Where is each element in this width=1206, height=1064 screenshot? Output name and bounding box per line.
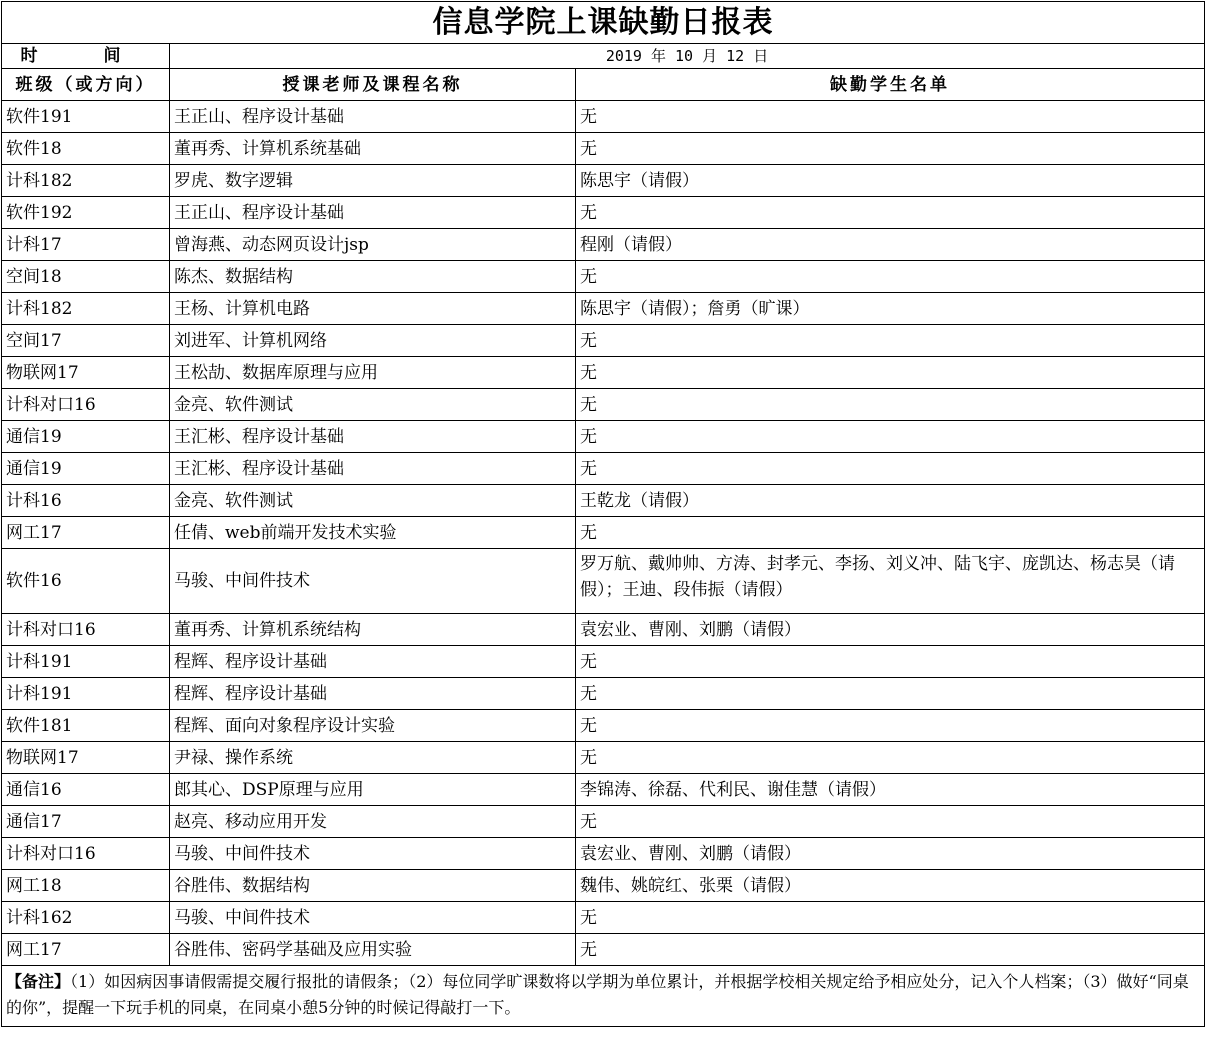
class-cell[interactable]: 空间18 xyxy=(2,261,170,293)
table-row xyxy=(2,485,1205,517)
teacher-course-cell[interactable]: 谷胜伟、密码学基础及应用实验 xyxy=(170,934,576,966)
table-row xyxy=(2,549,1205,614)
teacher-course-cell[interactable]: 王杨、计算机电路 xyxy=(170,293,576,325)
class-cell[interactable]: 物联网17 xyxy=(2,357,170,389)
absent-students-cell[interactable]: 陈思宇（请假） xyxy=(576,165,1205,197)
class-cell[interactable]: 计科182 xyxy=(2,293,170,325)
absent-students-cell[interactable]: 无 xyxy=(576,934,1205,966)
class-cell[interactable]: 计科对口16 xyxy=(2,389,170,421)
note-cell[interactable] xyxy=(2,966,1205,1027)
teacher-course-cell[interactable]: 谷胜伟、数据结构 xyxy=(170,870,576,902)
class-cell[interactable]: 通信19 xyxy=(2,453,170,485)
table-row xyxy=(2,774,1205,806)
table-row xyxy=(2,101,1205,133)
teacher-course-cell[interactable]: 程辉、程序设计基础 xyxy=(170,646,576,678)
class-cell[interactable]: 网工18 xyxy=(2,870,170,902)
table-row xyxy=(2,165,1205,197)
table-row xyxy=(2,453,1205,485)
teacher-course-cell[interactable]: 王正山、程序设计基础 xyxy=(170,101,576,133)
report-date[interactable]: 2019 年 10 月 12 日 xyxy=(170,44,1205,69)
teacher-course-cell[interactable]: 程辉、面向对象程序设计实验 xyxy=(170,710,576,742)
table-row xyxy=(2,517,1205,549)
absent-students-cell[interactable]: 无 xyxy=(576,197,1205,229)
header-teacher-course[interactable]: 授课老师及课程名称 xyxy=(170,69,576,101)
class-cell[interactable]: 软件18 xyxy=(2,133,170,165)
header-absent-students[interactable]: 缺勤学生名单 xyxy=(576,69,1205,101)
teacher-course-cell[interactable]: 刘进军、计算机网络 xyxy=(170,325,576,357)
absent-students-cell[interactable]: 无 xyxy=(576,261,1205,293)
table-row xyxy=(2,710,1205,742)
absent-students-cell[interactable]: 无 xyxy=(576,357,1205,389)
class-cell[interactable]: 计科17 xyxy=(2,229,170,261)
table-row xyxy=(2,678,1205,710)
table-row xyxy=(2,902,1205,934)
table-row xyxy=(2,133,1205,165)
table-row xyxy=(2,806,1205,838)
table-row xyxy=(2,357,1205,389)
note-label: 【备注】 xyxy=(6,972,71,991)
class-cell[interactable]: 网工17 xyxy=(2,934,170,966)
class-cell[interactable]: 计科对口16 xyxy=(2,838,170,870)
teacher-course-cell[interactable]: 罗虎、数字逻辑 xyxy=(170,165,576,197)
class-cell[interactable]: 空间17 xyxy=(2,325,170,357)
class-cell[interactable]: 计科对口16 xyxy=(2,614,170,646)
class-cell[interactable]: 软件192 xyxy=(2,197,170,229)
teacher-course-cell[interactable]: 任倩、web前端开发技术实验 xyxy=(170,517,576,549)
teacher-course-cell[interactable]: 王汇彬、程序设计基础 xyxy=(170,421,576,453)
absent-students-cell[interactable]: 无 xyxy=(576,133,1205,165)
teacher-course-cell[interactable]: 曾海燕、动态网页设计jsp xyxy=(170,229,576,261)
table-row xyxy=(2,293,1205,325)
absent-students-cell[interactable]: 罗万航、戴帅帅、方涛、封孝元、李扬、刘义冲、陆飞宇、庞凯达、杨志昊（请假）；王迪、段伟振（请假） xyxy=(576,549,1205,614)
teacher-course-cell[interactable]: 郎其心、DSP原理与应用 xyxy=(170,774,576,806)
teacher-course-cell[interactable]: 马骏、中间件技术 xyxy=(170,902,576,934)
absent-students-cell[interactable]: 李锦涛、徐磊、代利民、谢佳慧（请假） xyxy=(576,774,1205,806)
note-row xyxy=(2,966,1205,1027)
class-cell[interactable]: 网工17 xyxy=(2,517,170,549)
class-cell[interactable]: 物联网17 xyxy=(2,742,170,774)
teacher-course-cell[interactable]: 王正山、程序设计基础 xyxy=(170,197,576,229)
class-cell[interactable]: 计科16 xyxy=(2,485,170,517)
class-cell[interactable]: 通信17 xyxy=(2,806,170,838)
absent-students-cell[interactable]: 无 xyxy=(576,389,1205,421)
table-row xyxy=(2,742,1205,774)
attendance-report-table xyxy=(1,1,1205,1027)
table-row xyxy=(2,838,1205,870)
absent-students-cell[interactable]: 无 xyxy=(576,742,1205,774)
absent-students-cell[interactable]: 袁宏业、曹刚、刘鹏（请假） xyxy=(576,838,1205,870)
report-title[interactable]: 信息学院上课缺勤日报表 xyxy=(2,2,1205,44)
teacher-course-cell[interactable]: 王松劼、数据库原理与应用 xyxy=(170,357,576,389)
table-row xyxy=(2,325,1205,357)
absent-students-cell[interactable]: 无 xyxy=(576,646,1205,678)
absent-students-cell[interactable]: 无 xyxy=(576,453,1205,485)
teacher-course-cell[interactable]: 董再秀、计算机系统结构 xyxy=(170,614,576,646)
class-cell[interactable]: 软件16 xyxy=(2,549,170,614)
absent-students-cell[interactable]: 无 xyxy=(576,678,1205,710)
class-cell[interactable]: 软件181 xyxy=(2,710,170,742)
table-row xyxy=(2,229,1205,261)
class-cell[interactable]: 计科182 xyxy=(2,165,170,197)
absent-students-cell[interactable]: 程刚（请假） xyxy=(576,229,1205,261)
time-label[interactable]: 时 间 xyxy=(2,44,170,69)
teacher-course-cell[interactable]: 赵亮、移动应用开发 xyxy=(170,806,576,838)
teacher-course-cell[interactable]: 马骏、中间件技术 xyxy=(170,838,576,870)
table-row xyxy=(2,197,1205,229)
teacher-course-cell[interactable]: 王汇彬、程序设计基础 xyxy=(170,453,576,485)
teacher-course-cell[interactable]: 陈杰、数据结构 xyxy=(170,261,576,293)
table-row xyxy=(2,261,1205,293)
teacher-course-cell[interactable]: 尹禄、操作系统 xyxy=(170,742,576,774)
class-cell[interactable]: 通信19 xyxy=(2,421,170,453)
teacher-course-cell[interactable]: 马骏、中间件技术 xyxy=(170,549,576,614)
absent-students-cell[interactable]: 袁宏业、曹刚、刘鹏（请假） xyxy=(576,614,1205,646)
header-row xyxy=(2,69,1205,101)
absent-students-cell[interactable]: 王乾龙（请假） xyxy=(576,485,1205,517)
table-row xyxy=(2,934,1205,966)
class-cell[interactable]: 计科191 xyxy=(2,678,170,710)
note-text: （1）如因病因事请假需提交履行报批的请假条；（2）每位同学旷课数将以学期为单位累计，并根据学校相关规定给予相应处分，记入个人档案；（3）做好“同桌的你”，提醒一下玩手机的同桌，在同桌小憩5分钟的时候记得敲打一下。 xyxy=(6,972,1189,1017)
absent-students-cell[interactable]: 陈思宇（请假）；詹勇（旷课） xyxy=(576,293,1205,325)
table-row xyxy=(2,646,1205,678)
class-cell[interactable]: 计科162 xyxy=(2,902,170,934)
absent-students-cell[interactable]: 无 xyxy=(576,517,1205,549)
absent-students-cell[interactable]: 无 xyxy=(576,325,1205,357)
absent-students-cell[interactable]: 无 xyxy=(576,902,1205,934)
absent-students-cell[interactable]: 无 xyxy=(576,806,1205,838)
teacher-course-cell[interactable]: 金亮、软件测试 xyxy=(170,389,576,421)
teacher-course-cell[interactable]: 程辉、程序设计基础 xyxy=(170,678,576,710)
teacher-course-cell[interactable]: 金亮、软件测试 xyxy=(170,485,576,517)
absent-students-cell[interactable]: 无 xyxy=(576,421,1205,453)
absent-students-cell[interactable]: 无 xyxy=(576,101,1205,133)
class-cell[interactable]: 软件191 xyxy=(2,101,170,133)
class-cell[interactable]: 通信16 xyxy=(2,774,170,806)
teacher-course-cell[interactable]: 董再秀、计算机系统基础 xyxy=(170,133,576,165)
table-row xyxy=(2,870,1205,902)
absent-students-cell[interactable]: 无 xyxy=(576,710,1205,742)
class-cell[interactable]: 计科191 xyxy=(2,646,170,678)
table-row xyxy=(2,421,1205,453)
table-row xyxy=(2,389,1205,421)
header-class[interactable]: 班级（或方向） xyxy=(2,69,170,101)
table-row xyxy=(2,614,1205,646)
absent-students-cell[interactable]: 魏伟、姚皖红、张栗（请假） xyxy=(576,870,1205,902)
